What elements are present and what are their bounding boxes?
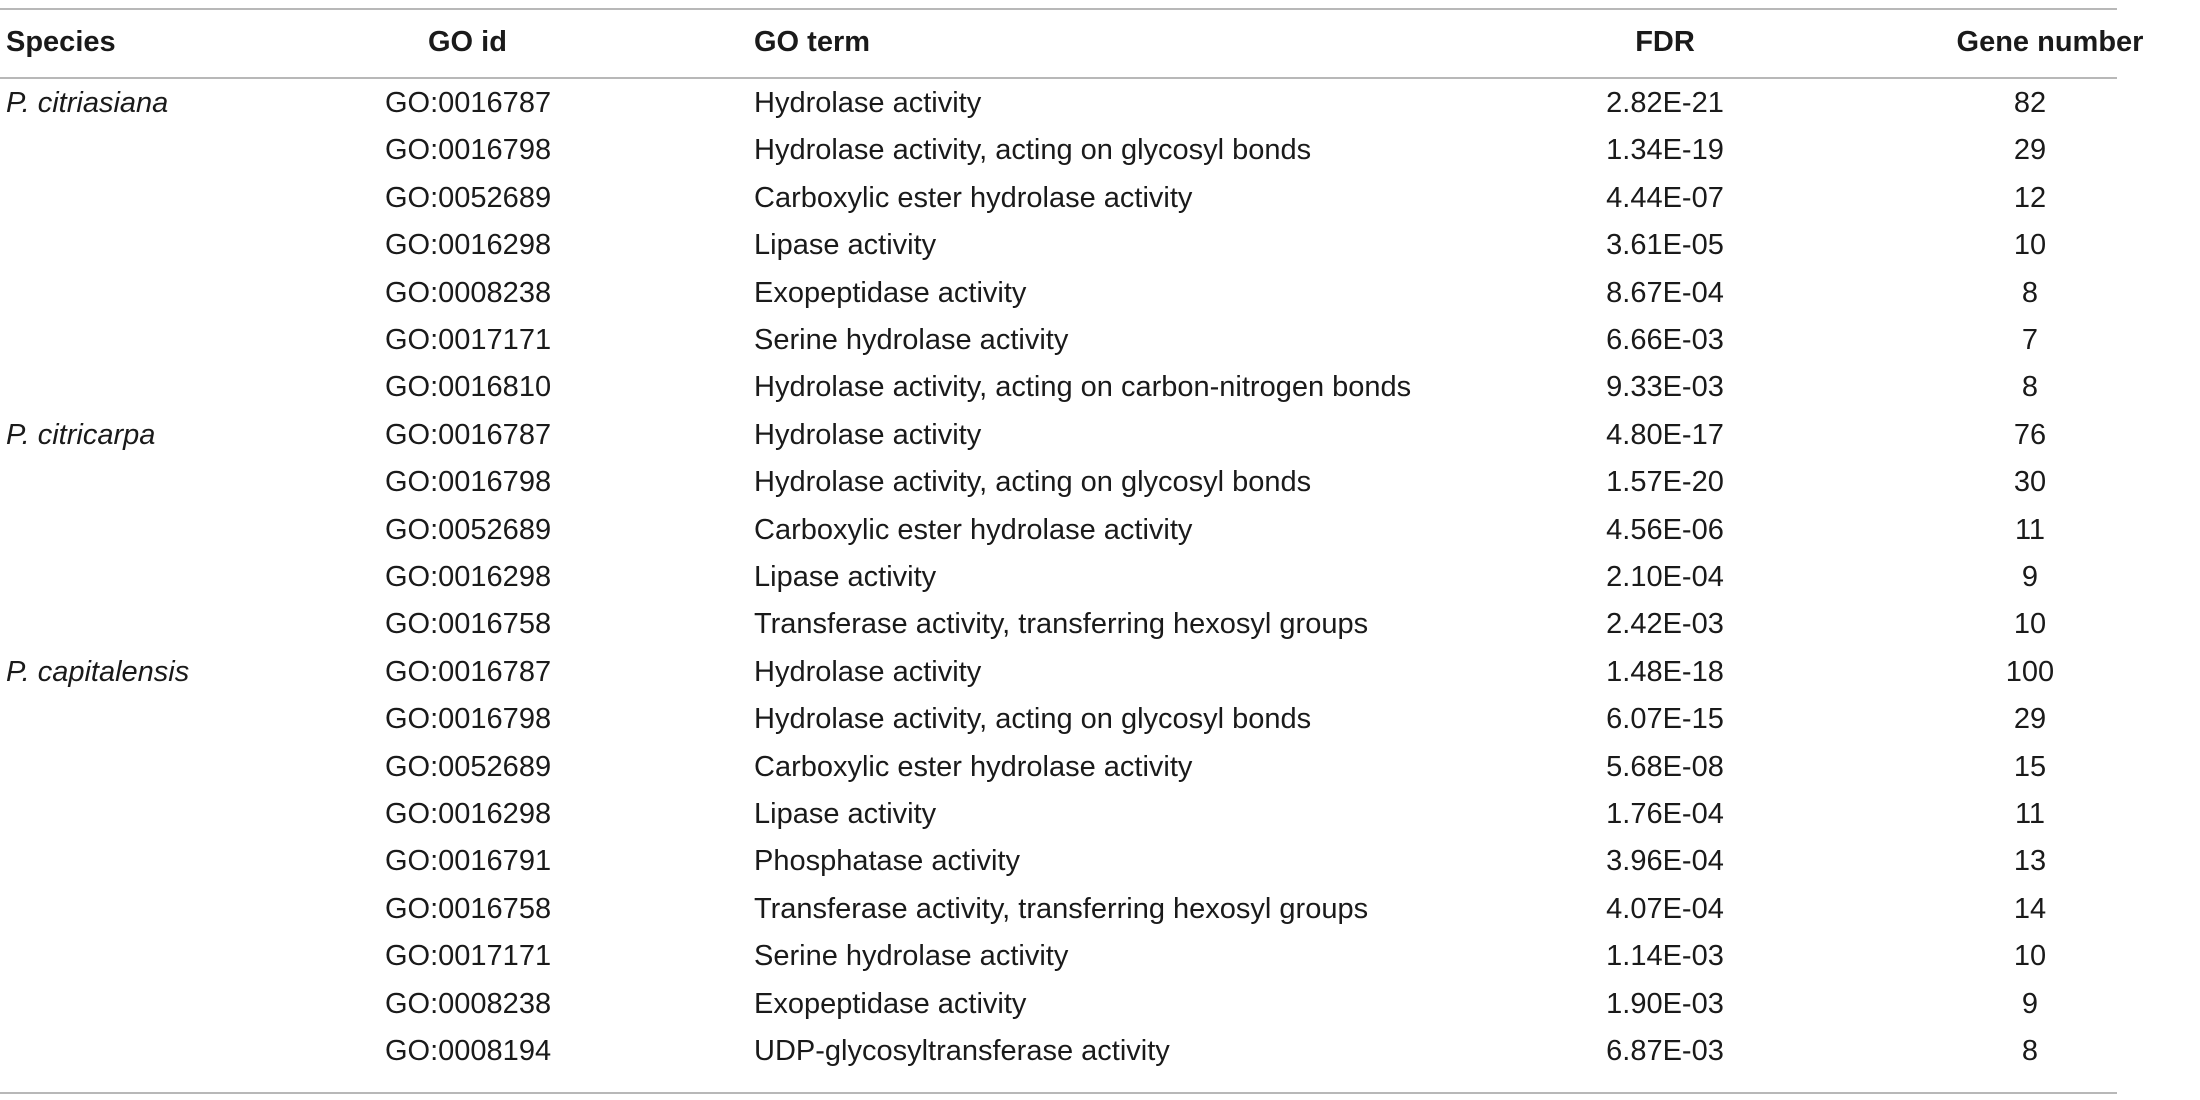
cell-go-term: Transferase activity, transferring hexosyl groups xyxy=(754,892,1369,925)
table-row xyxy=(0,268,2117,315)
cell-fdr: 1.34E-19 xyxy=(1606,134,1724,167)
cell-species: P. citricarpa xyxy=(6,418,156,451)
cell-fdr: 2.82E-21 xyxy=(1606,87,1724,119)
table-row xyxy=(0,505,2117,552)
cell-go-id: GO:0017171 xyxy=(385,940,552,973)
cell-gene-number: 8 xyxy=(2021,1035,2039,1067)
cell-fdr: 9.33E-03 xyxy=(1606,371,1724,404)
cell-go-id: GO:0052689 xyxy=(385,513,552,546)
cell-gene-number: 9 xyxy=(2021,987,2039,1020)
cell-go-id: GO:0052689 xyxy=(385,750,552,783)
cell-species: P. citriasiana xyxy=(6,87,169,119)
cell-go-term: Carboxylic ester hydrolase activity xyxy=(754,513,1193,546)
cell-go-term: Exopeptidase activity xyxy=(754,276,1027,309)
cell-fdr: 4.44E-07 xyxy=(1606,181,1724,214)
cell-go-id: GO:0016798 xyxy=(385,703,552,736)
cell-fdr: 1.76E-04 xyxy=(1606,798,1724,830)
cell-go-id: GO:0017171 xyxy=(385,324,552,356)
cell-go-term: Lipase activity xyxy=(754,561,937,593)
table-row xyxy=(0,457,2117,504)
cell-fdr: 6.07E-15 xyxy=(1606,703,1724,736)
table-row xyxy=(0,694,2117,741)
cell-go-term: Serine hydrolase activity xyxy=(754,940,1069,973)
cell-gene-number: 9 xyxy=(2021,561,2039,593)
cell-gene-number: 12 xyxy=(2013,181,2047,214)
cell-go-id: GO:0016758 xyxy=(385,892,552,925)
table-bottom-rule xyxy=(0,1092,2117,1094)
cell-fdr: 2.42E-03 xyxy=(1606,608,1724,641)
cell-fdr: 3.96E-04 xyxy=(1606,845,1724,878)
cell-go-id: GO:0016298 xyxy=(385,798,552,830)
table-row xyxy=(0,789,2117,836)
table-row xyxy=(0,125,2117,172)
cell-go-term: Serine hydrolase activity xyxy=(754,324,1069,356)
cell-fdr: 4.56E-06 xyxy=(1606,513,1724,546)
table-row xyxy=(0,315,2117,362)
cell-gene-number: 15 xyxy=(2013,750,2047,783)
cell-fdr: 4.80E-17 xyxy=(1606,418,1724,451)
cell-go-term: Exopeptidase activity xyxy=(754,987,1027,1020)
table-row xyxy=(0,836,2117,883)
cell-go-id: GO:0052689 xyxy=(385,181,552,214)
table-row xyxy=(0,173,2117,220)
header-go-id: GO id xyxy=(428,26,507,58)
cell-go-term: Hydrolase activity xyxy=(754,418,982,451)
cell-go-term: Lipase activity xyxy=(754,798,937,830)
cell-go-id: GO:0016787 xyxy=(385,418,552,451)
table-row xyxy=(0,647,2117,694)
table-row xyxy=(0,884,2117,931)
table-row xyxy=(0,1026,2117,1073)
cell-gene-number: 76 xyxy=(2013,418,2047,451)
cell-gene-number: 29 xyxy=(2013,703,2047,736)
cell-go-id: GO:0016798 xyxy=(385,134,552,167)
cell-fdr: 1.48E-18 xyxy=(1606,655,1724,688)
header-species: Species xyxy=(6,26,116,58)
cell-fdr: 5.68E-08 xyxy=(1606,750,1724,783)
cell-species: P. capitalensis xyxy=(6,655,190,688)
cell-go-id: GO:0016787 xyxy=(385,87,552,119)
cell-go-term: UDP-glycosyltransferase activity xyxy=(754,1035,1170,1067)
cell-gene-number: 13 xyxy=(2013,845,2047,878)
cell-gene-number: 11 xyxy=(2014,798,2046,830)
cell-go-term: Transferase activity, transferring hexosyl groups xyxy=(754,608,1369,641)
cell-gene-number: 82 xyxy=(2013,87,2047,119)
cell-go-id: GO:0016787 xyxy=(385,655,552,688)
table-row xyxy=(0,599,2117,646)
cell-go-term: Hydrolase activity, acting on carbon-nitrogen bonds xyxy=(754,371,1412,404)
cell-go-id: GO:0016791 xyxy=(385,845,552,878)
cell-fdr: 6.66E-03 xyxy=(1606,324,1724,356)
cell-gene-number: 8 xyxy=(2021,371,2039,404)
cell-fdr: 2.10E-04 xyxy=(1606,561,1724,593)
cell-gene-number: 11 xyxy=(2014,513,2046,546)
cell-fdr: 4.07E-04 xyxy=(1606,892,1724,925)
cell-go-term: Hydrolase activity, acting on glycosyl bonds xyxy=(754,134,1312,167)
cell-fdr: 6.87E-03 xyxy=(1606,1035,1724,1067)
table-row xyxy=(0,362,2117,409)
cell-gene-number: 8 xyxy=(2021,276,2039,309)
cell-go-id: GO:0008194 xyxy=(385,1035,552,1067)
table-header-row xyxy=(0,8,2144,78)
cell-gene-number: 30 xyxy=(2013,466,2047,499)
header-gene-number: Gene number xyxy=(1956,26,2144,58)
cell-gene-number: 10 xyxy=(2013,940,2047,973)
cell-fdr: 1.57E-20 xyxy=(1606,466,1724,499)
cell-go-term: Phosphatase activity xyxy=(754,845,1020,878)
cell-go-term: Carboxylic ester hydrolase activity xyxy=(754,181,1193,214)
cell-gene-number: 100 xyxy=(2005,655,2055,688)
cell-go-id: GO:0008238 xyxy=(385,987,552,1020)
header-fdr: FDR xyxy=(1635,26,1695,58)
cell-go-id: GO:0016298 xyxy=(385,229,552,262)
table-row xyxy=(0,410,2117,457)
cell-go-term: Hydrolase activity xyxy=(754,655,982,688)
cell-go-id: GO:0008238 xyxy=(385,276,552,309)
cell-go-id: GO:0016298 xyxy=(385,561,552,593)
cell-fdr: 8.67E-04 xyxy=(1606,276,1724,309)
cell-gene-number: 10 xyxy=(2013,608,2047,641)
table-row xyxy=(0,931,2117,978)
table-row xyxy=(0,78,2117,125)
cell-fdr: 1.90E-03 xyxy=(1606,987,1724,1020)
cell-gene-number: 10 xyxy=(2013,229,2047,262)
table-row xyxy=(0,552,2117,599)
cell-go-id: GO:0016810 xyxy=(385,371,552,404)
cell-go-term: Hydrolase activity, acting on glycosyl bonds xyxy=(754,466,1312,499)
cell-go-term: Hydrolase activity xyxy=(754,87,982,119)
cell-go-id: GO:0016758 xyxy=(385,608,552,641)
cell-gene-number: 7 xyxy=(2021,324,2039,356)
cell-fdr: 1.14E-03 xyxy=(1606,940,1724,973)
cell-go-term: Lipase activity xyxy=(754,229,937,262)
cell-go-term: Carboxylic ester hydrolase activity xyxy=(754,750,1193,783)
cell-go-id: GO:0016798 xyxy=(385,466,552,499)
cell-fdr: 3.61E-05 xyxy=(1606,229,1724,262)
table-row xyxy=(0,742,2117,789)
table-row xyxy=(0,220,2117,267)
cell-gene-number: 29 xyxy=(2013,134,2047,167)
table-row xyxy=(0,979,2117,1026)
cell-gene-number: 14 xyxy=(2013,892,2047,925)
header-go-term: GO term xyxy=(754,26,871,58)
cell-go-term: Hydrolase activity, acting on glycosyl bonds xyxy=(754,703,1312,736)
